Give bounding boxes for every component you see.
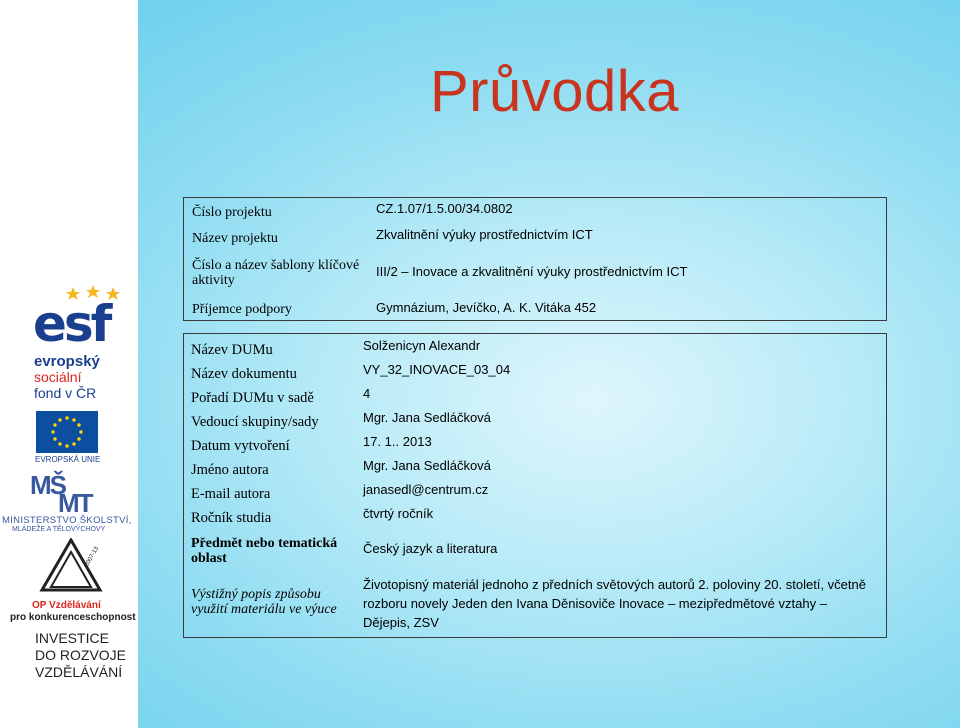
msmt-logo-icon: [28, 470, 108, 514]
subject-label: Předmět nebo tematická oblast: [191, 536, 338, 566]
order-label: Pořadí DUMu v sadě: [191, 390, 314, 406]
project-name-value: Zkvalitnění výuky prostřednictvím ICT: [376, 227, 593, 242]
order-value: 4: [363, 386, 371, 401]
esf-wordmark: esf: [33, 295, 110, 353]
recipient-value: Gymnázium, Jevíčko, A. K. Vitáka 452: [376, 300, 597, 315]
svg-text:MŠ: MŠ: [30, 470, 65, 500]
esf-line-1: evropský: [34, 353, 100, 370]
invest-line-3: VZDĚLÁVÁNÍ: [35, 664, 123, 680]
invest-line-2: DO ROZVOJE: [35, 647, 127, 663]
msmt-line-2: MLÁDEŽE A TĚLOVÝCHOVY: [12, 526, 106, 533]
email-label: E-mail autora: [191, 486, 271, 502]
dumu-name-value: Solženicyn Alexandr: [363, 338, 481, 353]
project-name-label: Název projektu: [192, 231, 278, 246]
group-leader-value: Mgr. Jana Sedláčková: [363, 410, 491, 425]
eu-label: EVROPSKÁ UNIE: [35, 455, 101, 464]
op-line-2: pro konkurenceschopnost: [10, 612, 136, 623]
document-name-value: VY_32_INOVACE_03_04: [363, 362, 511, 377]
eu-flag-icon: [36, 411, 98, 453]
template-value: III/2 – Inovace a zkvalitnění výuky prostřednictvím ICT: [376, 264, 688, 279]
created-date-value: 17. 1.. 2013: [363, 434, 432, 449]
esf-line-2: sociální: [34, 369, 82, 385]
year-label: Ročník studia: [191, 510, 272, 526]
msmt-line-1: MINISTERSTVO ŠKOLSTVÍ,: [2, 515, 132, 526]
project-number-value: CZ.1.07/1.5.00/34.0802: [376, 201, 513, 216]
svg-text:MT: MT: [58, 488, 92, 514]
document-name-label: Název dokumentu: [191, 366, 297, 382]
logo-sidebar: [0, 0, 138, 728]
created-date-label: Datum vytvoření: [191, 438, 290, 454]
author-value: Mgr. Jana Sedláčková: [363, 458, 491, 473]
op-badge: 2007-13: [84, 545, 101, 568]
page-title: Průvodka: [430, 59, 680, 124]
template-label: Číslo a název šablony klíčové aktivity: [192, 258, 360, 288]
op-line-1: OP Vzdělávání: [32, 600, 101, 611]
author-label: Jméno autora: [191, 462, 269, 478]
invest-line-1: INVESTICE: [35, 630, 109, 646]
recipient-label: Příjemce podpory: [192, 302, 292, 317]
group-leader-label: Vedoucí skupiny/sady: [191, 414, 319, 430]
dumu-name-label: Název DUMu: [191, 342, 273, 358]
usage-value: Životopisný materiál jednoho z předních světových autorů 2. poloviny 20. století, včetně rozboru novely Jeden den Ivana Děnisoviče Inovace – mezipředmětové vztahy – Dějepis, ZSV: [363, 577, 866, 630]
usage-label: Výstižný popis způsobu využití materiálu ve výuce: [191, 587, 337, 617]
email-value: janasedl@centrum.cz: [363, 482, 489, 497]
esf-line-3: fond v ČR: [34, 385, 97, 401]
esf-logo: [30, 283, 125, 403]
year-value: čtvrtý ročník: [363, 506, 434, 521]
subject-value: Český jazyk a literatura: [363, 541, 498, 556]
project-number-label: Číslo projektu: [192, 205, 272, 220]
